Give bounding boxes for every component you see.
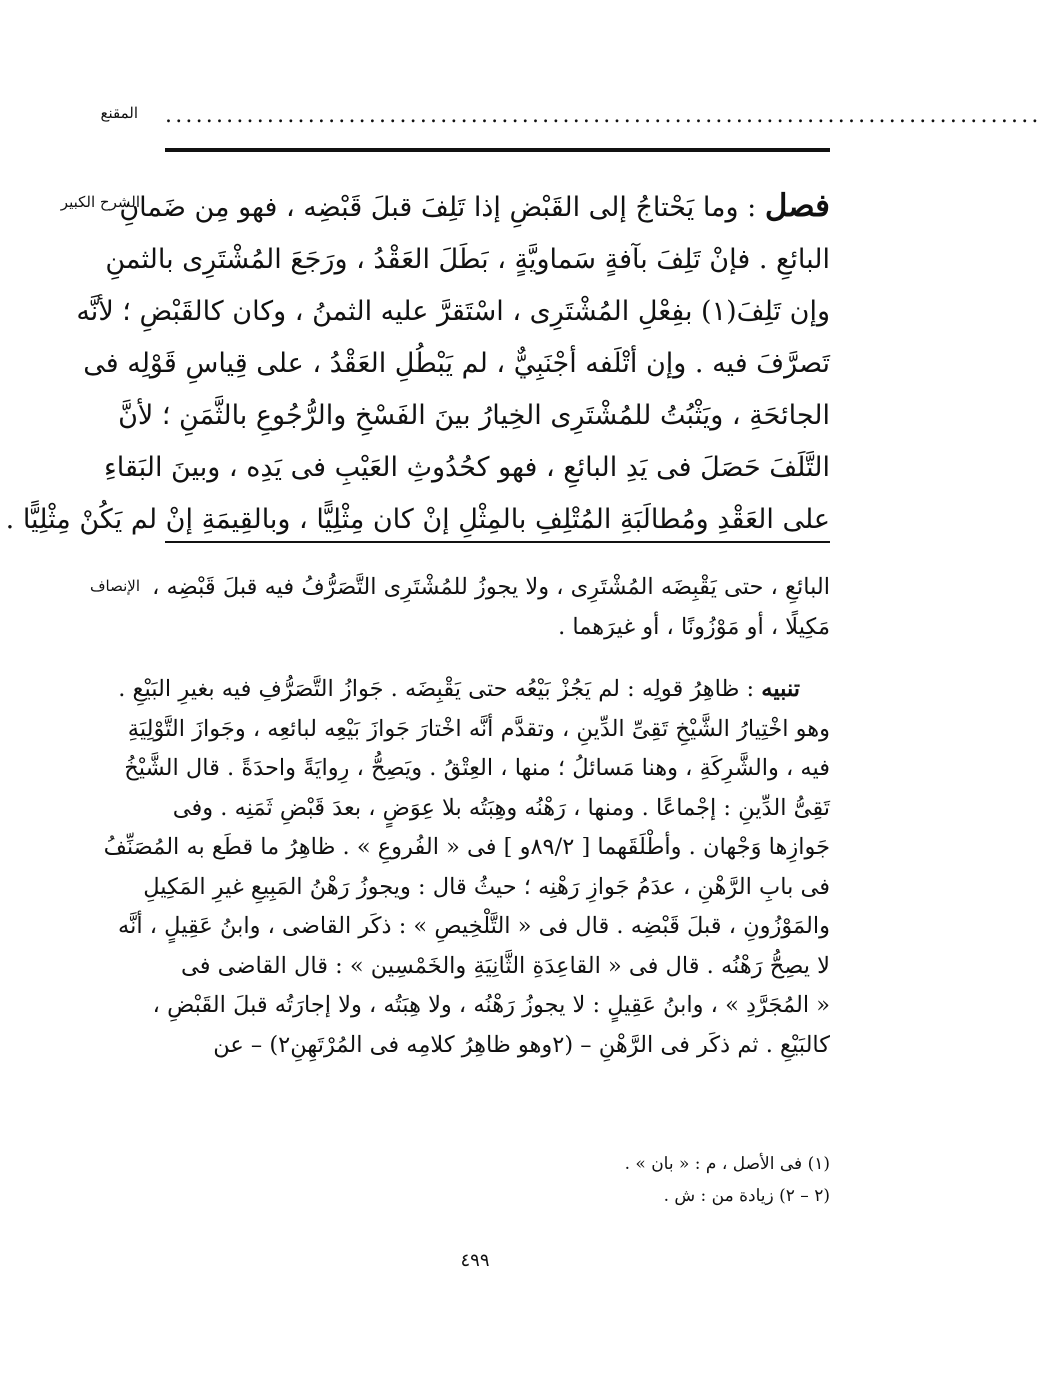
side-label-sharh: الشرح الكبير (60, 193, 140, 211)
tanbih-line: وهو اخْتِيارُ الشَّيْخِ تَقِىِّ الدِّينِ ، وتقدَّم أنَّه اخْتارَ جَوازَ بَيْعِه لبائعِه ، وجَوازَ التَّوْلِيَةِ (127, 715, 830, 742)
tanbih-line: لا يصِحُّ رَهْنُه . قال فى « القاعِدَةِ الثَّانِيَةِ والخَمْسِين » : قال القاضى فى (181, 952, 830, 979)
sharh-line: فصل : وما يَحْتاجُ إلى القَبْضِ إذا تَلِفَ قبلَ قَبْضِه ، فهو مِن ضَمانِ (119, 188, 830, 224)
sharh-line: وإن تَلِفَ(١) بفِعْلِ المُشْتَرِى ، اسْتَقرَّ عليه الثمنُ ، وكان كالقَبْضِ ؛ لأنَّه (76, 296, 830, 327)
sharh-line: التَّلَفَ حَصَلَ فى يَدِ البائعِ ، فهو كحُدُوثِ العَيْبِ فى يَدِه ، وبينَ البَقاءِ (104, 452, 830, 483)
sharh-line: البائعِ . فإنْ تَلِفَ بآفةٍ سَماويَّةٍ ، بَطَلَ العَقْدُ ، ورَجَعَ المُشْتَرِى بالثمنِ (105, 244, 830, 275)
sharh-line: على العَقْدِ ومُطالَبَةِ المُتْلِفِ بالمِثْلِ إنْ كان مِثْلِيًّا ، وبالقِيمَةِ إنْ لم يَكُنْ مِثْلِيًّا . (5, 504, 830, 535)
sharh-line: الجائحَةِ ، ويَثْبُتُ للمُشْتَرِى الخِيارُ بينَ الفَسْخِ والرُّجُوعِ بالثَّمَنِ ؛ لأنَّ (118, 400, 830, 431)
page-number: ٤٩٩ (460, 1250, 490, 1271)
section-divider (165, 541, 830, 543)
tanbih-line: جَوازِها وَجْهان . وأطْلَقَهما [ ٨٩/٢و ] فى « الفُروعِ » . ظاهِرُ ما قطَع به المُصَنِّفُ (103, 834, 830, 860)
tanbih-heading: تنبيه (761, 676, 800, 702)
insaf-text-block (152, 568, 830, 647)
sharh-line: تَصرَّفَ فيه . وإن أتْلَفه أجْنَبِيٌّ ، لم يَبْطُلِ العَقْدُ ، على قِياسِ قَوْلِه فى (83, 348, 830, 379)
footnote: (٢ – ٢) زيادة من : ش . (663, 1186, 830, 1206)
insaf-line: مَكِيلًا ، أو مَوْزُونًا ، أو غيرَهما . (558, 613, 830, 640)
tanbih-line: والمَوْزُونِ ، قبلَ قَبْضِه . قال فى « التَّلْخِيصِ » : ذكَر القاضى ، وابنُ عَقِيلٍ ، أنَّه (118, 913, 830, 939)
tanbih-line: فيه ، والشَّرِكَةِ ، وهنا مَسائلُ ؛ منها ، العِتْقُ . ويَصِحُّ ، رِوايَةً واحدَةً . قال الشَّيْخُ (124, 755, 830, 781)
tanbih-line: كالبَيْعِ . ثم ذكَر فى الرَّهْنِ – (٢وهو ظاهِرُ كلامِه فى المُرْتَهِنِ٢) – عن (213, 1031, 830, 1058)
side-label-insaf: الإنصاف (89, 577, 140, 595)
tanbih-line: « المُجَرَّدِ » ، وابنُ عَقِيلٍ : لا يجوزُ رَهْنُه ، ولا هِبَتُه ، ولا إجارَتُه قبلَ القَبْضِ ، (152, 992, 830, 1018)
footnotes (165, 1148, 830, 1212)
insaf-line: البائعِ ، حتى يَقْبِضَه المُشْتَرِى ، ولا يجوزُ للمُشْتَرِى التَّصَرُّفُ فيه قبلَ قَبْضِه ، (152, 574, 830, 600)
running-header-title: المقنع (100, 104, 138, 122)
tanbih-line: تنبيه : ظاهِرُ قولِه : لم يَجُزْ بَيْعُه حتى يَقْبِضَه . جَوازُ التَّصَرُّفِ فيه بغيرِ البَيْعِ . (118, 676, 800, 702)
header-rule (165, 148, 830, 152)
footnote: (١) فى الأصل ، م : « بان » . (624, 1154, 830, 1174)
header-dotted-leader: ...................................................................................... (165, 103, 1042, 128)
tanbih-line: تَقِىُّ الدِّينِ : إجْماعًا . ومنها ، رَهْنُه وهِبَتُه بلا عِوَضٍ ، بعدَ قَبْضِ ثَمَنِه . وفى (172, 794, 830, 821)
tanbih-text-block (103, 670, 830, 1065)
tanbih-line: فى بابِ الرَّهْنِ ، عدَمُ جَوازِ رَهْنِه ؛ حيثُ قال : ويجوزُ رَهْنُ المَبِيعِ غيرِ المَكِيلِ (143, 873, 830, 900)
section-heading: فصل (764, 188, 830, 224)
